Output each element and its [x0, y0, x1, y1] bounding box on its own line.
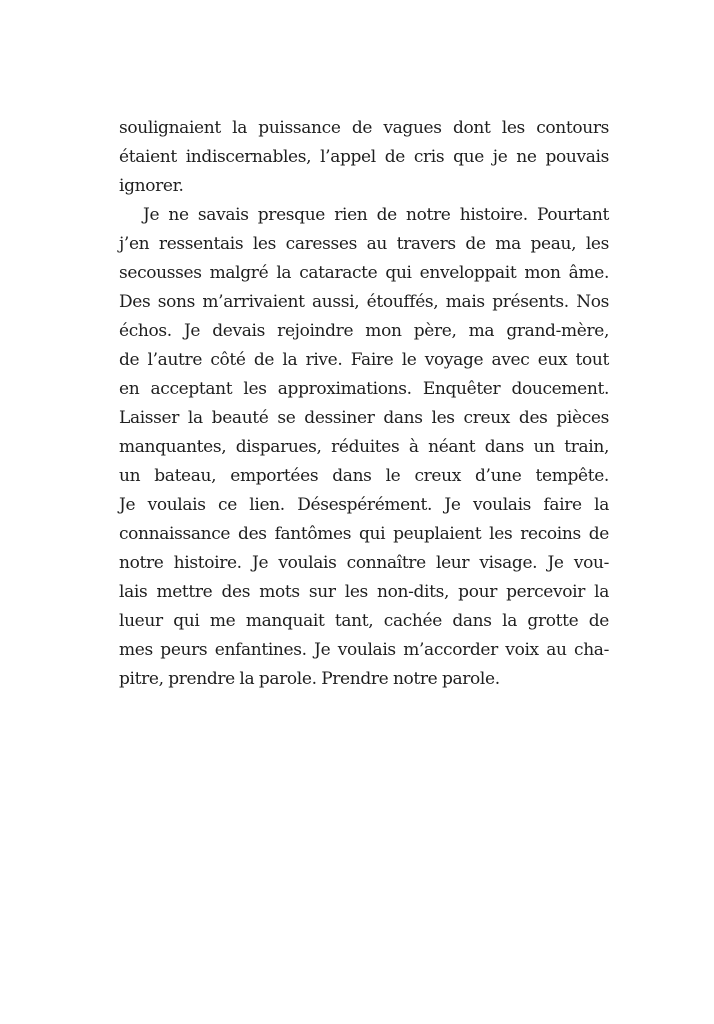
text-line: Je voulais ce lien. Désespérément. Je voulais faire la: [119, 495, 609, 515]
text-line: secousses malgré la cataracte qui enveloppait mon âme.: [119, 263, 609, 283]
text-line: soulignaient la puissance de vagues dont les contours: [119, 118, 609, 138]
text-line: étaient indiscernables, l’appel de cris que je ne pouvais: [119, 147, 609, 167]
text-line: de l’autre côté de la rive. Faire le voyage avec eux tout: [119, 350, 609, 370]
text-line: Des sons m’arrivaient aussi, étouffés, mais présents. Nos: [119, 292, 609, 312]
text-line: notre histoire. Je voulais connaître leur visage. Je vou-: [119, 553, 609, 573]
text-line: j’en ressentais les caresses au travers de ma peau, les: [119, 234, 609, 254]
text-line: Laisser la beauté se dessiner dans les creux des pièces: [119, 408, 609, 428]
text-line: pitre, prendre la parole. Prendre notre parole.: [119, 669, 500, 689]
text-line: Je ne savais presque rien de notre histoire. Pourtant: [143, 205, 609, 225]
body-text: [119, 114, 609, 694]
text-line: mes peurs enfantines. Je voulais m’accorder voix au cha-: [119, 640, 609, 660]
text-line: en acceptant les approximations. Enquêter doucement.: [119, 379, 609, 399]
text-line: manquantes, disparues, réduites à néant dans un train,: [119, 437, 609, 457]
text-line: ignorer.: [119, 176, 184, 196]
text-line: connaissance des fantômes qui peuplaient les recoins de: [119, 524, 609, 544]
text-line: un bateau, emportées dans le creux d’une tempête.: [119, 466, 609, 486]
text-line: échos. Je devais rejoindre mon père, ma grand-mère,: [119, 321, 609, 341]
text-line: lais mettre des mots sur les non-dits, pour percevoir la: [119, 582, 609, 602]
text-line: lueur qui me manquait tant, cachée dans la grotte de: [119, 611, 609, 631]
